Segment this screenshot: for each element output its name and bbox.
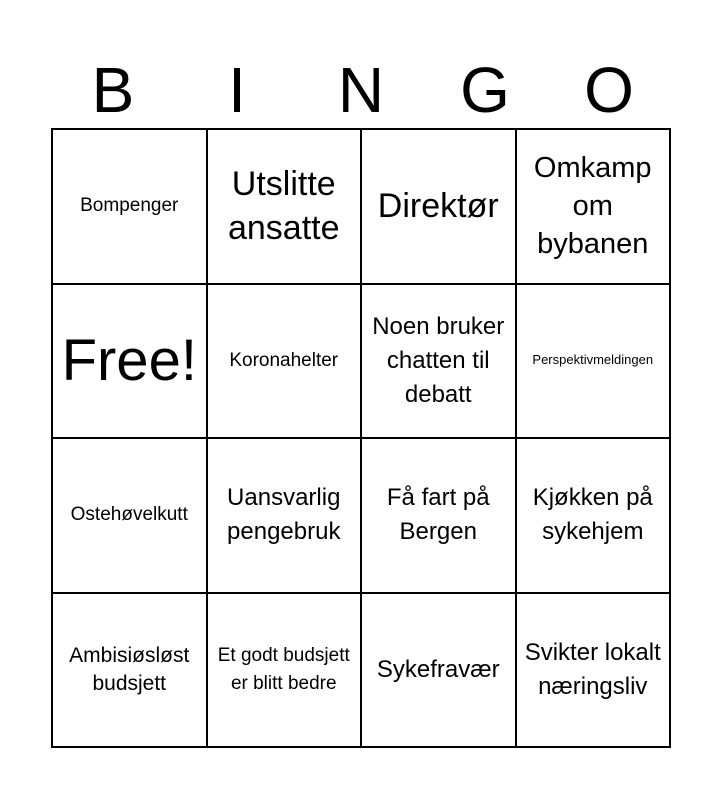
cell-text: Koronahelter (229, 349, 339, 371)
bingo-cell[interactable] (361, 593, 516, 748)
header-letter-o: O (584, 54, 634, 126)
bingo-cell[interactable] (516, 593, 671, 748)
bingo-cell[interactable] (361, 438, 516, 593)
cell-text: Kjøkken på sykehjem (532, 484, 653, 546)
cell-text: Omkamp om bybanen (533, 151, 652, 261)
bingo-cell[interactable] (207, 284, 362, 439)
cell-text: Uansvarlig pengebruk (227, 484, 341, 546)
bingo-cell[interactable] (207, 129, 362, 284)
cell-text: Svikter lokalt næringsliv (524, 638, 661, 700)
free-cell[interactable] (52, 284, 207, 439)
bingo-cell[interactable] (207, 438, 362, 593)
cell-text: Et godt budsjett er blitt bedre (217, 645, 350, 694)
cell-text: Noen bruker chatten til debatt (372, 312, 505, 408)
cell-text: Ostehøvelkutt (70, 504, 188, 526)
bingo-cell[interactable] (52, 593, 207, 748)
cell-text: Perspektivmeldingen (532, 352, 654, 368)
bingo-cell[interactable] (207, 593, 362, 748)
header-letter-g: G (460, 54, 510, 126)
cell-text: Sykefravær (376, 655, 500, 683)
bingo-cell[interactable] (361, 284, 516, 439)
bingo-board (51, 128, 671, 748)
cell-text: Få fart på Bergen (386, 484, 490, 546)
bingo-cell[interactable] (516, 284, 671, 439)
bingo-cell[interactable] (52, 129, 207, 284)
bingo-cell[interactable] (361, 129, 516, 284)
cell-text: Ambisiøsløst budsjett (69, 644, 190, 695)
bingo-cell[interactable] (516, 129, 671, 284)
bingo-header (51, 52, 671, 128)
cell-text: Bompenger (80, 195, 179, 217)
cell-text: Utslitte ansatte (227, 165, 340, 248)
cell-text: Free! (61, 327, 197, 393)
cell-text: Direktør (377, 187, 499, 226)
header-letter-n: N (337, 54, 385, 126)
bingo-cell[interactable] (516, 438, 671, 593)
header-letter-i: I (228, 54, 246, 126)
header-letter-b: B (91, 54, 135, 126)
bingo-cell[interactable] (52, 438, 207, 593)
